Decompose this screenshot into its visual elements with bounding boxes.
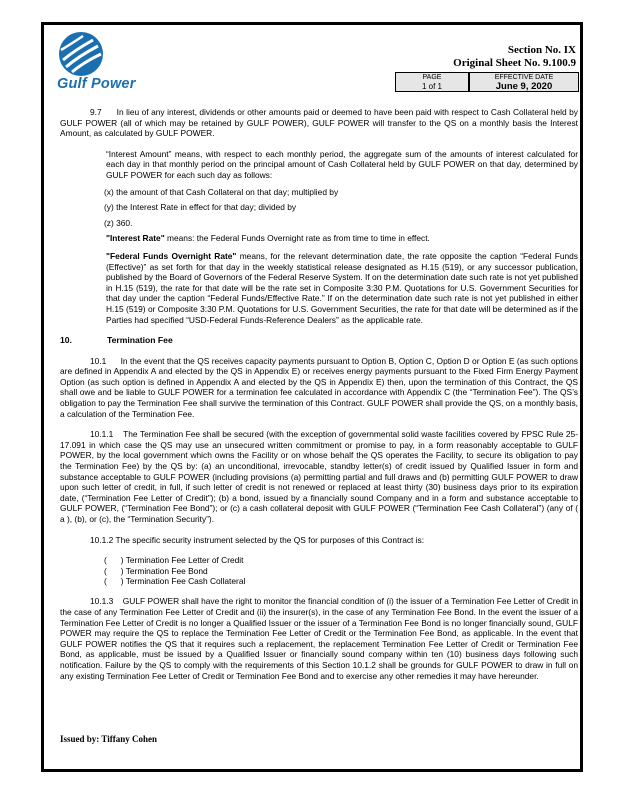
interest-rate-term: "Interest Rate" [106,233,165,244]
federal-funds-term: "Federal Funds Overnight Rate" [106,250,237,261]
effective-date-value: June 9, 2020 [495,81,553,92]
list-item-x: (x) the amount of that Cash Collateral on that day; multiplied by [104,186,339,197]
brand-name: Gulf Power [57,76,136,92]
section-10-heading [60,335,578,346]
paragraph-9-7: 9.7 In lieu of any interest, dividends or other amounts paid or deemed to have been paid with respect to Cash Collateral held by GULF POWER (all of which may be retained by GULF POWER), GULF POWER will transfer to the QS on a monthly basis the Interest Amount, as calculated by GULF POWER. [60,107,578,139]
page-label: PAGE [422,74,442,81]
list-item-y: (y) the Interest Rate in effect for that day; divided by [104,202,297,213]
section-10-number: 10. [60,335,72,346]
security-options [60,555,578,586]
sheet-number: Original Sheet No. 9.100.9 [453,57,576,69]
document-body [60,107,578,681]
list-item-z: (z) 360. [104,217,133,228]
paragraph-10-1: 10.1 In the event that the QS receives capacity payments pursuant to Option B, Option C, Option D or Option E (as such options are defined in Appendix A and elected by the QS in Appendix E) or receives energy payments pursuant to the Fixed Firm Energy Payment Option (as such option is defined in Appendix A and elected by the QS in Appendix E) then, upon the termination of this Contract, the QS shall owe and be liable to GULF POWER for a termination fee calculated in accordance with Appendix C (the “Termination Fee”). The QS’s obligation to pay the Termination Fee shall survive the termination of this Contract. GULF POWER shall provide the QS, on a monthly basis, a calculation of the Termination Fee. [60,355,578,419]
paragraph-10-1-2: 10.1.2 The specific security instrument selected by the QS for purposes of this Contract is: [90,534,425,545]
option-cash-collateral: ( ) Termination Fee Cash Collateral [104,576,246,586]
page-box [395,72,469,92]
option-letter-of-credit: ( ) Termination Fee Letter of Credit [104,555,244,566]
effective-date-label: EFFECTIVE DATE [494,74,554,81]
page-value: 1 of 1 [421,82,442,91]
interest-amount-definition: “Interest Amount” means, with respect to each monthly period, the aggregate sum of the amounts of interest calculated for each day in that monthly period on the principal amount of Cash Collateral held by GULF POWER on that day, determined by GULF POWER for each such day as follows: [106,148,578,180]
federal-funds-definition [60,251,578,325]
option-bond: ( ) Termination Fee Bond [104,565,208,576]
interest-rate-text: means: the Federal Funds Overnight rate as from time to time in effect. [164,233,430,244]
paragraph-10-1-1: 10.1.1 The Termination Fee shall be secured (with the exception of governmental solid waste facilities covered by FPSC Rule 25-17.091 in which case the QS may use an unsecured written commitment or promise to pay, in a form reasonably acceptable to GULF POWER, by the local government which owns the Facility or on whose behalf the QS operates the Facility, to secure its obligation to pay the Termination Fee) by the QS by: (a) an unconditional, irrevocable, standby letter(s) of credit issued by Qualified Issuer in form and substance acceptable to GULF POWER (including provisions (a) permitting partial and full draws and (b) permitting GULF POWER to draw upon such letter of credit, in full, if such letter of credit is not renewed or replaced at least thirty (30) business days prior to its expiration date, (“Termination Fee Letter of Credit”); (b) a bond, issued by a financially sound Company and in a form and substance acceptable to GULF POWER, (“Termination Fee Bond”); or (c) a cash collateral deposit with GULF POWER (“Termination Fee Cash Collateral”) (any of ( a ), (b), or (c), the “Termination Security”). [60,429,578,524]
effective-date-box [469,72,579,92]
federal-funds-text: means, for the relevant determination date, the rate opposite the caption “Federal Funds (Effective)” as set forth for that day in the weekly statistical release designated as H.15 (519), or any successor publication, published by the Board of Governors of the Federal Reserve System. If on the determination date such rate is not yet published in H.15 (519), the rate for that date will be the rate set in Composite 3:30 P.M. Quotations for U.S. Government Securities for that day under the caption “Federal Funds/Effective Rate.” If on the determination date such rate is not yet published in either H.15 (519) or Composite 3:30 P.M. Quotations for U.S. Government Securities, the rate for that date will be determined as if the Parties had specified “USD-Federal Funds-Reference Dealers” as the applicable rate. [106,250,578,325]
calculation-list [60,187,578,229]
paragraph-10-1-3: 10.1.3 GULF POWER shall have the right to monitor the financial condition of (i) the issuer of a Termination Fee Letter of Credit in the case of any Termination Fee Letter of Credit and (ii) the insurer(s), in the case of any Termination Fee Bond. In the event the issuer of a Termination Fee Letter of Credit is no longer a Qualified Issuer or the issuer of a Termination Fee Bond is no longer financially sound, GULF POWER may require the QS to replace the Termination Fee Letter of Credit or the Termination Fee Bond, as applicable. In the event that GULF POWER notifies the QS that it requires such a replacement, the replacement Termination Fee Letter of Credit or Termination Fee Bond, as applicable, must be issued by a Qualified Issuer or financially sound company within ten (10) business days following such notification. Failure by the QS to comply with the requirements of this Section 10.1.2 shall be grounds for GULF POWER to draw in full on any existing Termination Fee Letter of Credit or Termination Fee Bond and to exercise any other remedies it may have hereunder. [60,596,578,681]
section-number: Section No. IX [507,44,576,56]
interest-rate-definition [60,233,578,244]
issued-by: Issued by: Tiffany Cohen [60,734,157,744]
section-10-title: Termination Fee [107,335,173,346]
